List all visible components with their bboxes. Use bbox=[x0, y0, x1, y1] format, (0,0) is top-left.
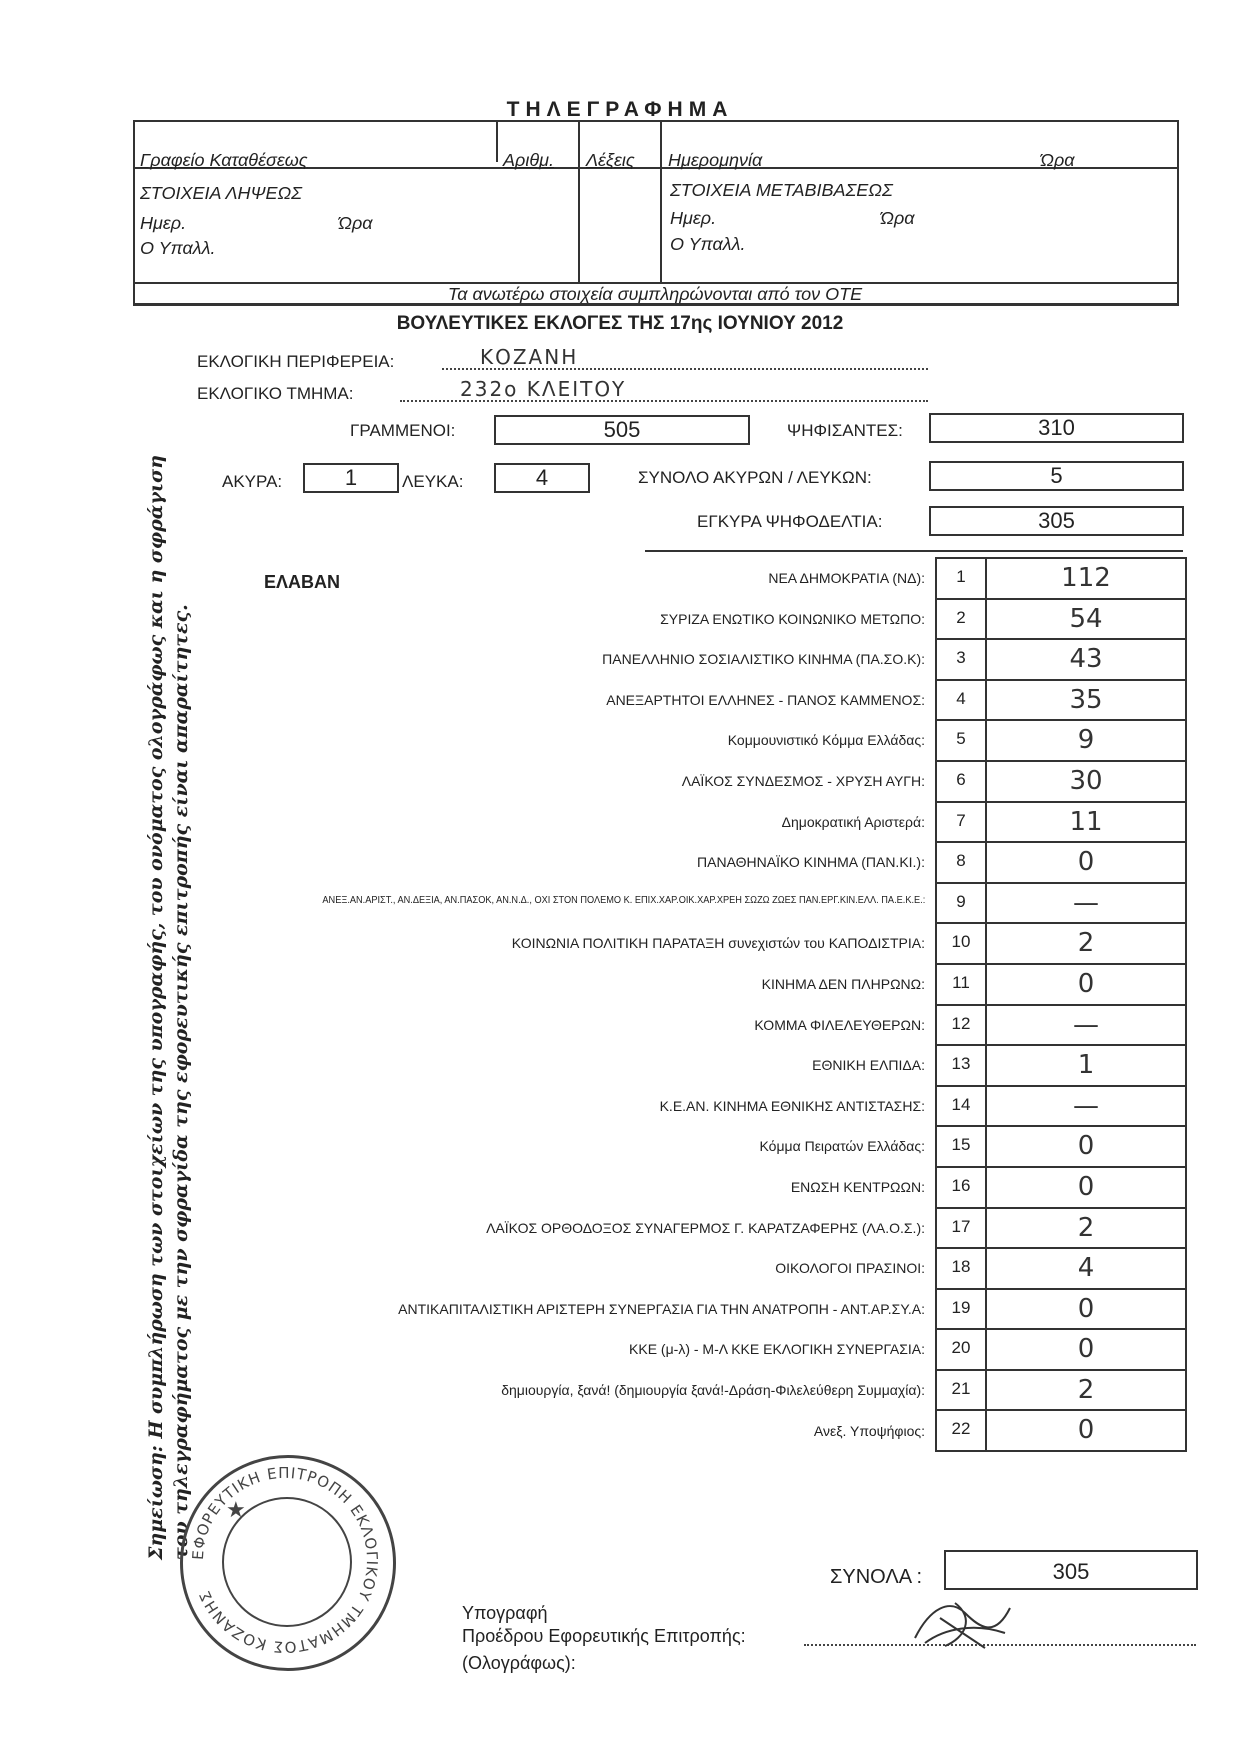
ote-line bbox=[133, 303, 1177, 305]
header-col-sep bbox=[496, 120, 498, 162]
party-number: 17 bbox=[937, 1209, 987, 1248]
table-row bbox=[937, 1127, 1185, 1168]
table-row bbox=[937, 965, 1185, 1006]
receipt-employee-label: Ο Υπαλλ. bbox=[140, 238, 216, 258]
table-row bbox=[937, 762, 1185, 803]
voted-label: ΨΗΦΙΣΑΝΤΕΣ: bbox=[787, 421, 903, 440]
receipt-hour-label: Ώρα bbox=[338, 213, 373, 233]
party-name: ΛΑΪΚΟΣ ΟΡΘΟΔΟΞΟΣ ΣΥΝΑΓΕΡΜΟΣ Γ. ΚΑΡΑΤΖΑΦΕΡΗΣ (ΛΑ.Ο.Σ.): bbox=[486, 1219, 925, 1236]
party-votes-field[interactable]: 2 bbox=[1077, 1212, 1095, 1243]
table-row bbox=[937, 1006, 1185, 1047]
table-row bbox=[937, 1371, 1185, 1412]
party-number: 2 bbox=[937, 600, 987, 639]
party-name: ΚΙΝΗΜΑ ΔΕΝ ΠΛΗΡΩΝΩ: bbox=[761, 976, 925, 992]
blank-label: ΛΕΥΚΑ: bbox=[402, 472, 464, 491]
party-number: 9 bbox=[937, 884, 987, 923]
transmission-hour-label: Ώρα bbox=[880, 208, 915, 228]
party-name: Κ.Ε.ΑΝ. ΚΙΝΗΜΑ ΕΘΝΙΚΗΣ ΑΝΤΙΣΤΑΣΗΣ: bbox=[659, 1097, 925, 1114]
party-number: 1 bbox=[937, 559, 987, 598]
party-votes-field[interactable]: 0 bbox=[1077, 847, 1095, 878]
received-label: ΕΛΑΒΑΝ bbox=[264, 572, 341, 592]
party-name: ΚΟΙΝΩΝΙΑ ΠΟΛΙΤΙΚΗ ΠΑΡΑΤΑΞΗ συνεχιστών του ΚΑΠΟΔΙΣΤΡΙΑ: bbox=[511, 935, 925, 952]
invalid-field[interactable]: 1 bbox=[303, 463, 399, 493]
party-votes-field[interactable]: 2 bbox=[1077, 1374, 1095, 1405]
party-number: 18 bbox=[937, 1249, 987, 1288]
party-votes-field[interactable]: 0 bbox=[1077, 1171, 1095, 1202]
party-votes-field[interactable]: 112 bbox=[1061, 563, 1111, 593]
section-label: ΕΚΛΟΓΙΚΟ ΤΜΗΜΑ: bbox=[197, 384, 354, 403]
valid-label: ΕΓΚΥΡΑ ΨΗΦΟΔΕΛΤΙΑ: bbox=[697, 512, 883, 531]
table-row bbox=[937, 924, 1185, 965]
header-col-sep bbox=[660, 120, 662, 282]
signature-line3: (Ολογράφως): bbox=[462, 1653, 576, 1673]
party-votes-field[interactable]: 1 bbox=[1077, 1050, 1095, 1081]
party-votes-field[interactable]: 35 bbox=[1069, 684, 1103, 715]
party-votes-field[interactable]: 0 bbox=[1077, 1334, 1095, 1365]
office-deposit-label: Γραφείο Καταθέσεως bbox=[140, 150, 308, 170]
region-label: ΕΚΛΟΓΙΚΗ ΠΕΡΙΦΕΡΕΙΑ: bbox=[197, 352, 395, 371]
svg-text:ΕΦΟΡΕΥΤΙΚΗ ΕΠΙΤΡΟΠΗ ΕΚΛΟΓΙΚΟΥ: ΕΦΟΡΕΥΤΙΚΗ ΕΠΙΤΡΟΠΗ ΕΚΛΟΓΙΚΟΥ ΤΜΗΜΑΤΟΣ ΚΟΖΑΝΗΣ bbox=[188, 1463, 382, 1657]
arithm-label: Αριθμ. bbox=[503, 150, 554, 170]
party-number: 11 bbox=[937, 965, 987, 1004]
stamp-seal bbox=[180, 1455, 390, 1665]
party-votes-field[interactable]: — bbox=[1073, 1009, 1099, 1040]
table-row bbox=[937, 600, 1185, 641]
signature-line1: Υπογραφή bbox=[462, 1603, 548, 1623]
lexeis-label: Λέξεις bbox=[586, 150, 635, 170]
party-votes-field[interactable]: 43 bbox=[1069, 644, 1103, 675]
party-votes-field[interactable]: — bbox=[1073, 1090, 1099, 1121]
party-votes-field[interactable]: 9 bbox=[1077, 725, 1095, 756]
table-row bbox=[937, 1411, 1185, 1452]
table-row bbox=[937, 681, 1185, 722]
hour-label: Ώρα bbox=[1040, 150, 1075, 170]
table-row bbox=[937, 884, 1185, 925]
table-row bbox=[937, 1209, 1185, 1250]
party-number: 13 bbox=[937, 1046, 987, 1085]
invalid-blank-total-field[interactable]: 5 bbox=[929, 461, 1184, 491]
party-name: Δημοκρατική Αριστερά: bbox=[781, 813, 925, 830]
party-name: Κομμουνιστικό Κόμμα Ελλάδας: bbox=[727, 732, 925, 749]
totals-label: ΣΥΝΟΛΑ : bbox=[830, 1566, 923, 1588]
separator-line bbox=[645, 550, 1183, 552]
section-value: 232ο ΚΛΕΙΤΟΥ bbox=[460, 377, 627, 401]
transmission-day-label: Ημερ. bbox=[670, 208, 717, 228]
table-row bbox=[937, 1330, 1185, 1371]
transmission-employee-label: Ο Υπαλλ. bbox=[670, 234, 746, 254]
party-name: ΑΝΕΞΑΡΤΗΤΟΙ ΕΛΛΗΝΕΣ - ΠΑΝΟΣ ΚΑΜΜΕΝΟΣ: bbox=[606, 691, 925, 708]
election-title: ΒΟΥΛΕΥΤΙΚΕΣ ΕΚΛΟΓΕΣ ΤΗΣ 17ης ΙΟΥΝΙΟΥ 2012 bbox=[396, 313, 844, 334]
registered-label: ΓΡΑΜΜΕΝΟΙ: bbox=[350, 421, 456, 440]
party-name: ΝΕΑ ΔΗΜΟΚΡΑΤΙΑ (ΝΔ): bbox=[768, 570, 925, 586]
table-row bbox=[937, 1168, 1185, 1209]
party-votes-field[interactable]: 0 bbox=[1077, 1293, 1095, 1324]
telegram-title: ΤΗΛΕΓΡΑΦΗΜΑ bbox=[506, 98, 734, 121]
signature-scribble bbox=[905, 1588, 1025, 1658]
party-number: 19 bbox=[937, 1290, 987, 1329]
signature-line2: Προέδρου Εφορευτικής Επιτροπής: bbox=[462, 1626, 746, 1646]
party-number: 15 bbox=[937, 1127, 987, 1166]
party-number: 7 bbox=[937, 803, 987, 842]
transmission-info-label: ΣΤΟΙΧΕΙΑ ΜΕΤΑΒΙΒΑΣΕΩΣ bbox=[670, 180, 893, 200]
svg-text:★: ★ bbox=[226, 1497, 246, 1522]
invalid-blank-total-label: ΣΥΝΟΛΟ ΑΚΥΡΩΝ / ΛΕΥΚΩΝ: bbox=[638, 468, 872, 487]
receipt-day-label: Ημερ. bbox=[140, 213, 187, 233]
totals-field[interactable]: 305 bbox=[944, 1550, 1198, 1590]
party-number: 4 bbox=[937, 681, 987, 720]
table-row bbox=[937, 843, 1185, 884]
party-name: ΛΑΪΚΟΣ ΣΥΝΔΕΣΜΟΣ - ΧΡΥΣΗ ΑΥΓΗ: bbox=[681, 773, 925, 789]
party-number: 22 bbox=[937, 1411, 987, 1450]
table-row bbox=[937, 721, 1185, 762]
valid-field[interactable]: 305 bbox=[929, 506, 1184, 536]
party-name: ΠΑΝΑΘΗΝΑΪΚΟ ΚΙΝΗΜΑ (ΠΑΝ.ΚΙ.): bbox=[697, 854, 925, 871]
header-box bbox=[133, 120, 1179, 306]
table-row bbox=[937, 640, 1185, 681]
registered-field[interactable]: 505 bbox=[494, 415, 750, 445]
voted-field[interactable]: 310 bbox=[929, 413, 1184, 443]
vote-table bbox=[935, 557, 1187, 1452]
party-number: 6 bbox=[937, 762, 987, 801]
party-number: 14 bbox=[937, 1087, 987, 1126]
party-votes-field[interactable]: 0 bbox=[1077, 968, 1095, 999]
party-votes-field[interactable]: 30 bbox=[1069, 765, 1103, 796]
table-row bbox=[937, 559, 1185, 600]
party-votes-field[interactable]: 11 bbox=[1069, 806, 1103, 837]
party-votes-field[interactable]: 54 bbox=[1069, 603, 1103, 634]
blank-field[interactable]: 4 bbox=[494, 463, 590, 493]
party-name: Ανεξ. Υποψήφιος: bbox=[813, 1422, 925, 1439]
party-name: ΕΘΝΙΚΗ ΕΛΠΙΔΑ: bbox=[812, 1057, 925, 1074]
invalid-label: ΑΚΥΡΑ: bbox=[222, 472, 283, 491]
date-label: Ημερομηνία bbox=[668, 150, 763, 170]
party-name: ΚΚΕ (μ-λ) - Μ-Λ ΚΚΕ ΕΚΛΟΓΙΚΗ ΣΥΝΕΡΓΑΣΙΑ: bbox=[629, 1341, 925, 1358]
party-votes-field[interactable]: — bbox=[1073, 887, 1099, 918]
party-name: ΚΟΜΜΑ ΦΙΛΕΛΕΥΘΕΡΩΝ: bbox=[754, 1016, 925, 1033]
party-number: 12 bbox=[937, 1006, 987, 1045]
header-col-sep bbox=[578, 120, 580, 282]
party-votes-field[interactable]: 2 bbox=[1077, 928, 1095, 959]
party-name: δημιουργία, ξανά! (δημιουργία ξανά!-Δράση-Φιλελεύθερη Συμμαχία): bbox=[501, 1382, 925, 1398]
party-name: Κόμμα Πειρατών Ελλάδας: bbox=[759, 1138, 925, 1155]
party-name: ΠΑΝΕΛΛΗΝΙΟ ΣΟΣΙΑΛΙΣΤΙΚΟ ΚΙΝΗΜΑ (ΠΑ.ΣΟ.Κ): bbox=[602, 651, 925, 668]
table-row bbox=[937, 1046, 1185, 1087]
party-number: 3 bbox=[937, 640, 987, 679]
party-votes-field[interactable]: 0 bbox=[1077, 1415, 1095, 1446]
party-number: 20 bbox=[937, 1330, 987, 1369]
table-row bbox=[937, 1249, 1185, 1290]
party-number: 10 bbox=[937, 924, 987, 963]
party-number: 16 bbox=[937, 1168, 987, 1207]
table-row bbox=[937, 1087, 1185, 1128]
ote-note: Τα ανωτέρω στοιχεία συμπληρώνονται από τον ΟΤΕ bbox=[447, 284, 863, 304]
party-number: 21 bbox=[937, 1371, 987, 1410]
party-number: 5 bbox=[937, 721, 987, 760]
party-votes-field[interactable]: 0 bbox=[1077, 1131, 1095, 1162]
party-votes-field[interactable]: 4 bbox=[1077, 1253, 1095, 1284]
party-name: ΟΙΚΟΛΟΓΟΙ ΠΡΑΣΙΝΟΙ: bbox=[775, 1260, 925, 1277]
table-row bbox=[937, 803, 1185, 844]
side-note-line1: Σημείωση: Η συμπλήρωση των στοιχείων της υπογραφής, του ονόματος ολογράφως και η σφράγιση bbox=[145, 455, 167, 1560]
receipt-info-label: ΣΤΟΙΧΕΙΑ ΛΗΨΕΩΣ bbox=[140, 183, 302, 203]
party-name: ΑΝΤΙΚΑΠΙΤΑΛΙΣΤΙΚΗ ΑΡΙΣΤΕΡΗ ΣΥΝΕΡΓΑΣΙΑ ΓΙΑ ΤΗΝ ΑΝΑΤΡΟΠΗ - ΑΝΤ.ΑΡ.ΣΥ.Α: bbox=[398, 1300, 925, 1317]
region-value: ΚΟΖΑΝΗ bbox=[480, 345, 579, 369]
party-name: ΑΝΕΞ.ΑΝ.ΑΡΙΣΤ., ΑΝ.ΔΕΞΙΑ, ΑΝ.ΠΑΣΟΚ, ΑΝ.Ν.Δ., ΟΧΙ ΣΤΟΝ ΠΟΛΕΜΟ Κ. ΕΠΙΧ.ΧΑΡ.ΟΙΚ.ΧΑΡ.ΧΡΕΗ ΣΩΖΩ ΖΩΕΣ ΠΑΝ.ΕΡΓ.ΚΙΝ.ΕΛΛ. ΠΑ.Ε.Κ.Ε.: bbox=[322, 894, 925, 906]
table-row bbox=[937, 1290, 1185, 1331]
party-name: ΣΥΡΙΖΑ ΕΝΩΤΙΚΟ ΚΟΙΝΩΝΙΚΟ ΜΕΤΩΠΟ: bbox=[660, 610, 925, 627]
party-name: ΕΝΩΣΗ ΚΕΝΤΡΩΩΝ: bbox=[790, 1179, 925, 1195]
side-note-line2: του τηλεγραφήματος με την σφραγίδα της εφορευτικής επιτροπής είναι απαραίτητες. bbox=[170, 604, 192, 1560]
party-number: 8 bbox=[937, 843, 987, 882]
